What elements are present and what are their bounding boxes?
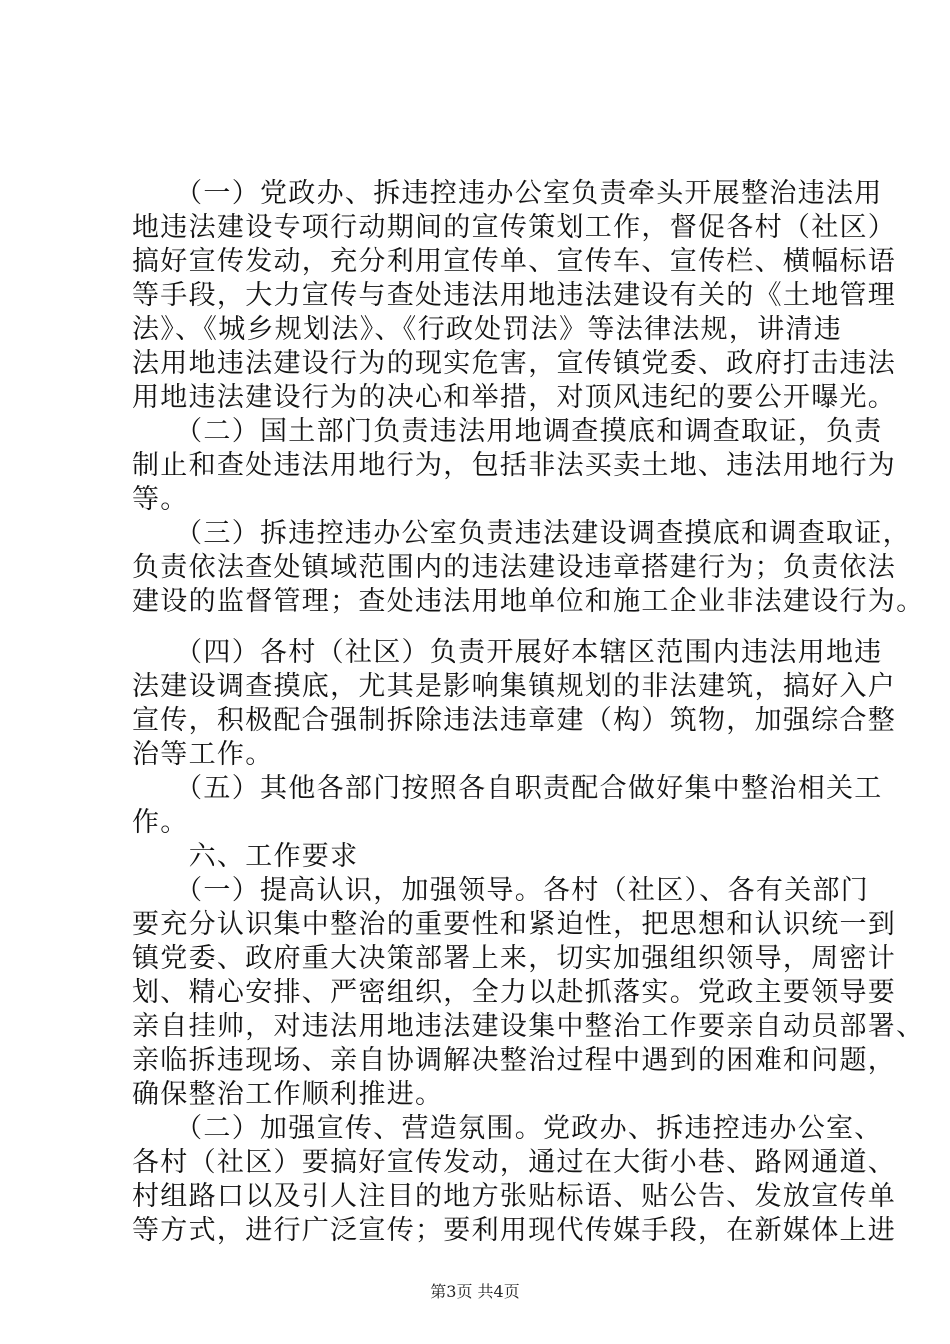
text-line: 亲临拆违现场、亲自协调解决整治过程中遇到的困难和问题， xyxy=(132,1045,897,1076)
text-line: 法用地违法建设行为的现实危害，宣传镇党委、政府打击违法 xyxy=(132,348,897,379)
text-line: 村组路口以及引人注目的地方张贴标语、贴公告、发放宣传单 xyxy=(132,1181,897,1212)
text-line: 等手段，大力宣传与查处违法用地违法建设有关的《土地管理 xyxy=(132,280,897,311)
text-line: 搞好宣传发动，充分利用宣传单、宣传车、宣传栏、横幅标语 xyxy=(132,246,897,277)
text-line: 建设的监督管理；查处违法用地单位和施工企业非法建设行为。 xyxy=(132,586,925,617)
text-line: （二）国土部门负责违法用地调查摸底和调查取证，负责 xyxy=(132,416,883,447)
text-line: 宣传，积极配合强制拆除违法违章建（构）筑物，加强综合整 xyxy=(132,705,897,736)
text-line: 法建设调查摸底，尤其是影响集镇规划的非法建筑，搞好入户 xyxy=(132,671,897,702)
text-line: 用地违法建设行为的决心和举措，对顶风违纪的要公开曝光。 xyxy=(132,382,897,413)
text-line: （四）各村（社区）负责开展好本辖区范围内违法用地违 xyxy=(132,637,883,668)
text-line: 要充分认识集中整治的重要性和紧迫性，把思想和认识统一到 xyxy=(132,909,897,940)
text-line: 作。 xyxy=(132,807,189,838)
section-heading: 六、工作要求 xyxy=(132,841,359,872)
text-line: （一）提高认识，加强领导。各村（社区）、各有关部门 xyxy=(132,875,870,906)
text-line: 划、精心安排、严密组织，全力以赴抓落实。党政主要领导要 xyxy=(132,977,897,1008)
text-line: 治等工作。 xyxy=(132,739,274,770)
text-line: 地违法建设专项行动期间的宣传策划工作，督促各村（社区） xyxy=(132,212,897,243)
text-line: 负责依法查处镇域范围内的违法建设违章搭建行为；负责依法 xyxy=(132,552,897,583)
text-line: （一）党政办、拆违控违办公室负责牵头开展整治违法用 xyxy=(132,178,883,209)
text-line: 制止和查处违法用地行为，包括非法买卖土地、违法用地行为 xyxy=(132,450,897,481)
text-line: （二）加强宣传、营造氛围。党政办、拆违控违办公室、 xyxy=(132,1113,883,1144)
text-line: 镇党委、政府重大决策部署上来，切实加强组织领导，周密计 xyxy=(132,943,897,974)
page-footer: 第3页 共4页 xyxy=(430,1282,520,1301)
text-line: 确保整治工作顺利推进。 xyxy=(132,1079,444,1110)
text-line: （五）其他各部门按照各自职责配合做好集中整治相关工 xyxy=(132,773,883,804)
text-line: 各村（社区）要搞好宣传发动，通过在大街小巷、路网通道、 xyxy=(132,1147,897,1178)
text-line: 亲自挂帅，对违法用地违法建设集中整治工作要亲自动员部署、 xyxy=(132,1011,925,1042)
text-line: 法》、《城乡规划法》、《行政处罚法》等法律法规，讲清违 xyxy=(132,314,843,345)
text-line: （三）拆违控违办公室负责违法建设调查摸底和调查取证， xyxy=(132,518,911,549)
text-line: 等方式，进行广泛宣传；要利用现代传媒手段，在新媒体上进 xyxy=(132,1215,897,1246)
text-line: 等。 xyxy=(132,484,189,515)
